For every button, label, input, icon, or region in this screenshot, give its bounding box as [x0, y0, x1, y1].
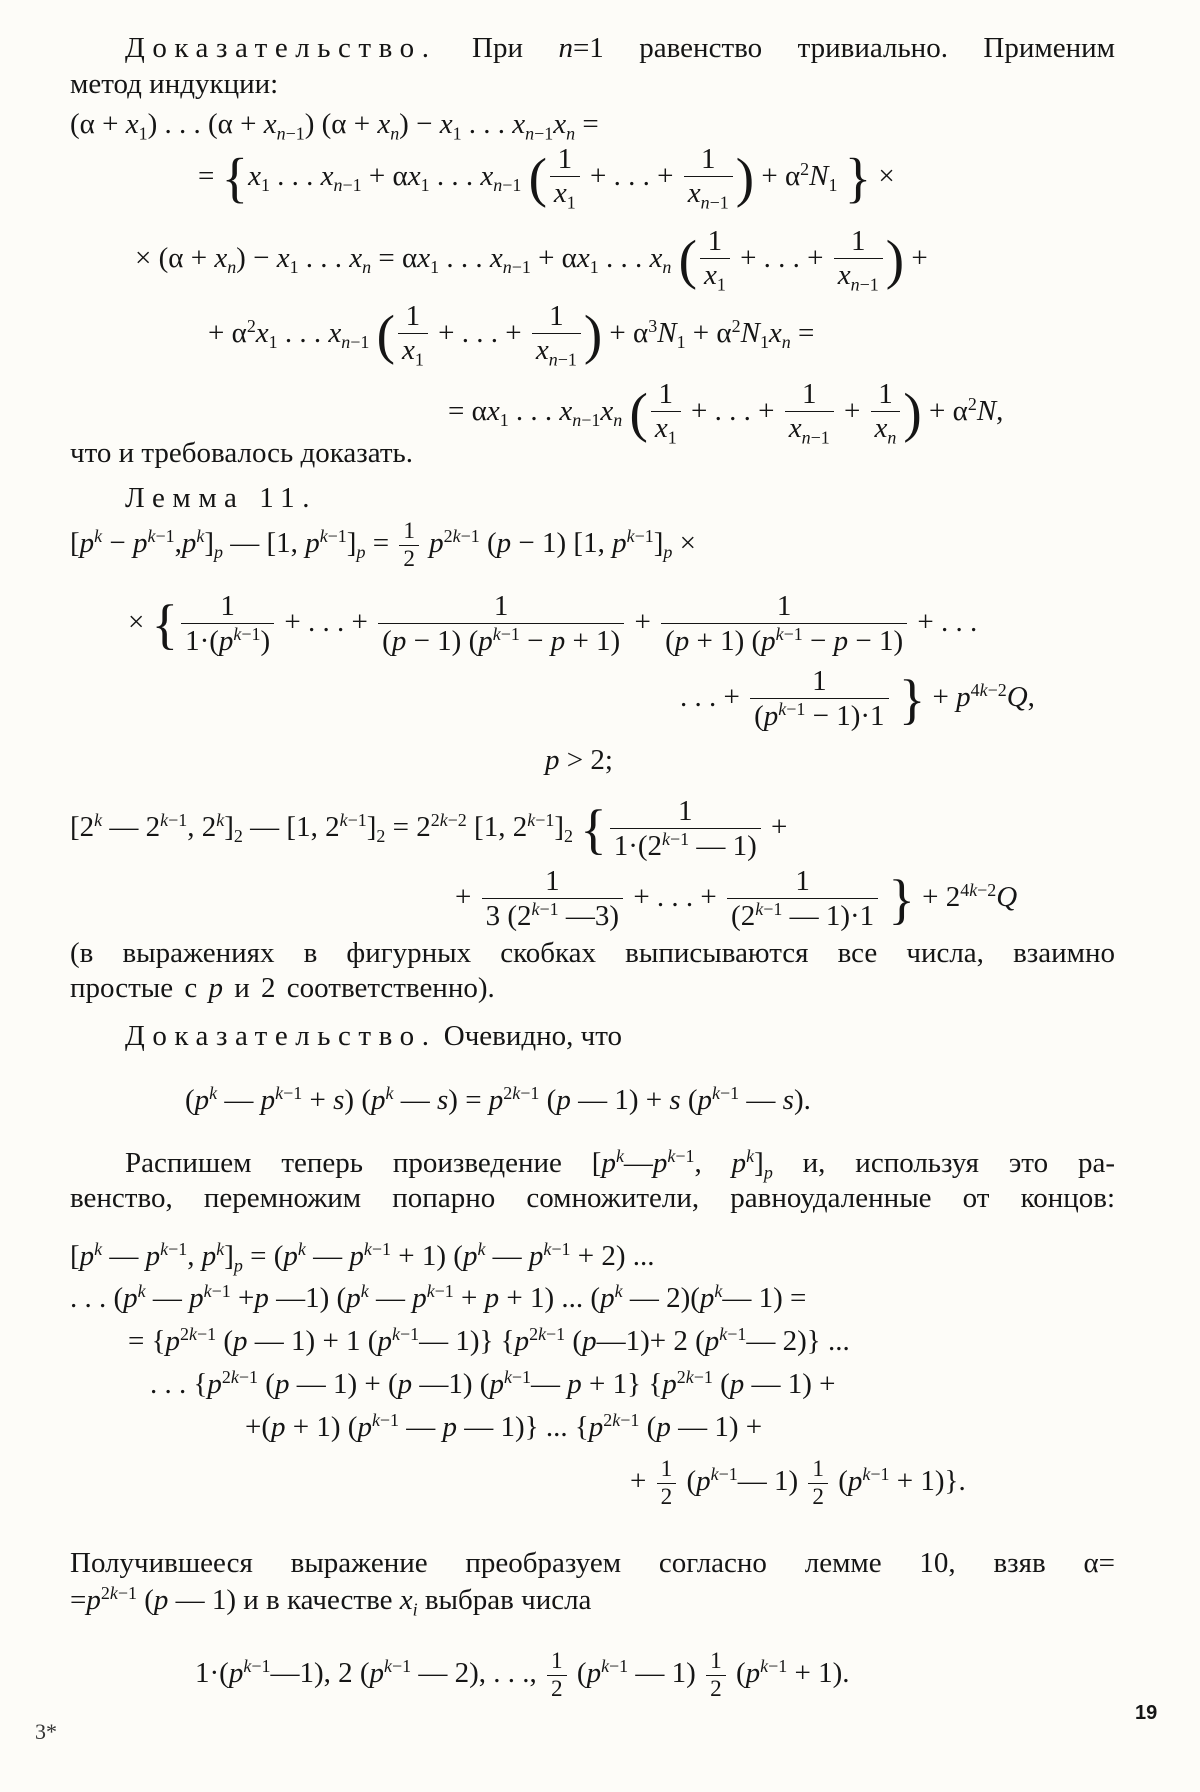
note-line-1: (в выражениях в фигурных скобках выписываются все числа, взаимно: [70, 937, 1115, 969]
signature-mark: 3*: [35, 1719, 57, 1744]
product-line-5: +(p + 1) ($p^{k-1}$ — p — 1)} ... {$p^{2k-1}$ (p — 1) +: [245, 1410, 763, 1443]
conclusion-text: что и требовалось доказать.: [70, 437, 414, 469]
lemma11-eq-line-2: × { $\frac{1}{1\cdot(p^{k-1})}$ + . . . + $\frac{1}{(p - 1) (p^{k-1} - p + 1)}$ + $\frac{1}{(p + 1) (p^{k-1} - p - 1)}$ + . . .: [128, 590, 978, 658]
product-line-4: . . . {$p^{2k-1}$ (p — 1) + (p —1) ($p^{k-1}—$ p + 1} {$p^{2k-1}$ (p — 1) +: [150, 1367, 836, 1400]
product-line-1: [$p^k$ — $p^{k-1}$, $p^k]_p = (p^k$ — $p^{k-1} + 1$) ($p^k$ — $p^{k-1} + 2$) ...: [70, 1239, 655, 1276]
lemma11-eq2-line-2: + $\frac{1}{3 (2^{k-1} —3)}$ + . . . + $\frac{1}{(2^{k-1} — 1)\cdot 1}$ } + $2^{4k-2}Q$: [455, 865, 1018, 933]
page-number: 19: [1135, 1702, 1158, 1724]
lemma11-eq2-line-1: [2$^k$ — $2^{k-1}$, $2^k]_2$ — [1, $2^{k-1}]_2 = 2^{2k-2}$ [1, $2^{k-1}]_2$ { $\frac{1}{1\cdot(2^{k-1} — 1)}$ +: [70, 795, 788, 863]
equation-induction-3: × $(\alpha + x_n) - x_1$ . . . $x_n = \alpha x_1$ . . . $x_{n-1} + \alpha x_1$ . . . $x_n$ ( $\frac{1}{x_1}$ + . . . + $\frac{1}{x_{n-1}}$ ) +: [135, 225, 928, 295]
proof2-line: [125, 1018, 622, 1056]
equation-induction-4: + $\alpha^2x_1$ . . . $x_{n-1}$ ( $\frac{1}{x_1}$ + . . . + $\frac{1}{x_{n-1}}$ ) + $\alpha^3N_1 + \alpha^2N_1x_n$ =: [208, 300, 815, 370]
intro-line1-tail: При n=1 равенство тривиально. Применим: [472, 32, 1116, 64]
equation-induction-1: $(\alpha + x_1)$ . . . $(\alpha + x_{n-1})$ $(\alpha + x_n) - x_1$ . . . $x_{n-1}x_n$ =: [70, 108, 599, 144]
proof2-tail: Очевидно, что: [443, 1020, 623, 1052]
product-line-6: + $\frac{1}{2}$ ($p^{k-1}—$ 1) $\frac{1}{2}$ $(p^{k-1} + 1)$}.: [630, 1456, 966, 1510]
proof-heading-2: Доказательство.: [125, 1020, 437, 1052]
proof-heading-1: Доказательство.: [125, 32, 437, 64]
numbers-list: $1\cdot(p^{k-1}—1)$, 2 ($p^{k-1}$ — 2), . . ., $\frac{1}{2}$ ($p^{k-1}$ — 1) $\frac{1}{2}$ $(p^{k-1} + 1)$.: [195, 1648, 850, 1702]
intro-line-2: метод индукции:: [70, 68, 279, 100]
final-line-1: Получившееся выражение преобразуем согласно лемме 10, взяв α=: [70, 1547, 1115, 1579]
equation-induction-2: = {$x_1$ . . . $x_{n-1} + \alpha x_1$ . . . $x_{n-1}$ ( $\frac{1}{x_1}$ + . . . + $\frac{1}{x_{n-1}}$ ) + $\alpha^2N_1$ } ×: [198, 143, 895, 213]
product-line-3: = {$p^{2k-1}$ (p — 1) + 1 ($p^{k-1}—$ 1)} {$p^{2k-1}$ (p—1)+ 2 ($p^{k-1}—$ 2)} ...: [128, 1324, 850, 1357]
note-line-2: простые с p и 2 соответственно).: [70, 972, 495, 1004]
condition-p: p > 2;: [545, 744, 613, 776]
identity-equation: ($p^k$ — $p^{k-1} + s$) ($p^k$ — $s) = p^{2k-1}$ (p — 1) + s ($p^{k-1}$ — s).: [185, 1083, 811, 1116]
lemma11-eq-line-3: . . . + $\frac{1}{(p^{k-1} - 1)\cdot 1}$ } + $p^{4k-2}Q$,: [680, 665, 1035, 733]
final-line-2: $=p^{2k-1}$ (p — 1) и в качестве $x_i$ выбрав числа: [70, 1583, 592, 1620]
lemma-heading: Лемма 11.: [125, 482, 318, 514]
para-line-1: Распишем теперь произведение [$p^k—p^{k-1}$, $p^k]_p$ и, используя это ра-: [125, 1146, 1115, 1183]
equation-induction-5: = $\alpha x_1$ . . . $x_{n-1}x_n$ ( $\frac{1}{x_1}$ + . . . + $\frac{1}{x_{n-1}}$ + $\frac{1}{x_n}$ ) + $\alpha^2N$,: [448, 378, 1004, 448]
para-line-2: венство, перемножим попарно сомножители, равноудаленные от концов:: [70, 1182, 1115, 1214]
intro-line-1: [125, 30, 1115, 68]
product-line-2: . . . ($p^k$ — $p^{k-1} +p$ —1) ($p^k$ — $p^{k-1} + p + 1$) ... ($p^k$ — $2)(p^k—$ 1) =: [70, 1281, 807, 1314]
lemma11-eq-line-1: $[p^k - p^{k-1},p^k]_p$ — [1, $p^{k-1}]_p$ = $\frac{1}{2}$ $p^{2k-1}$ (p − 1) [1, $p^{k-1}]_p$ ×: [70, 518, 696, 572]
